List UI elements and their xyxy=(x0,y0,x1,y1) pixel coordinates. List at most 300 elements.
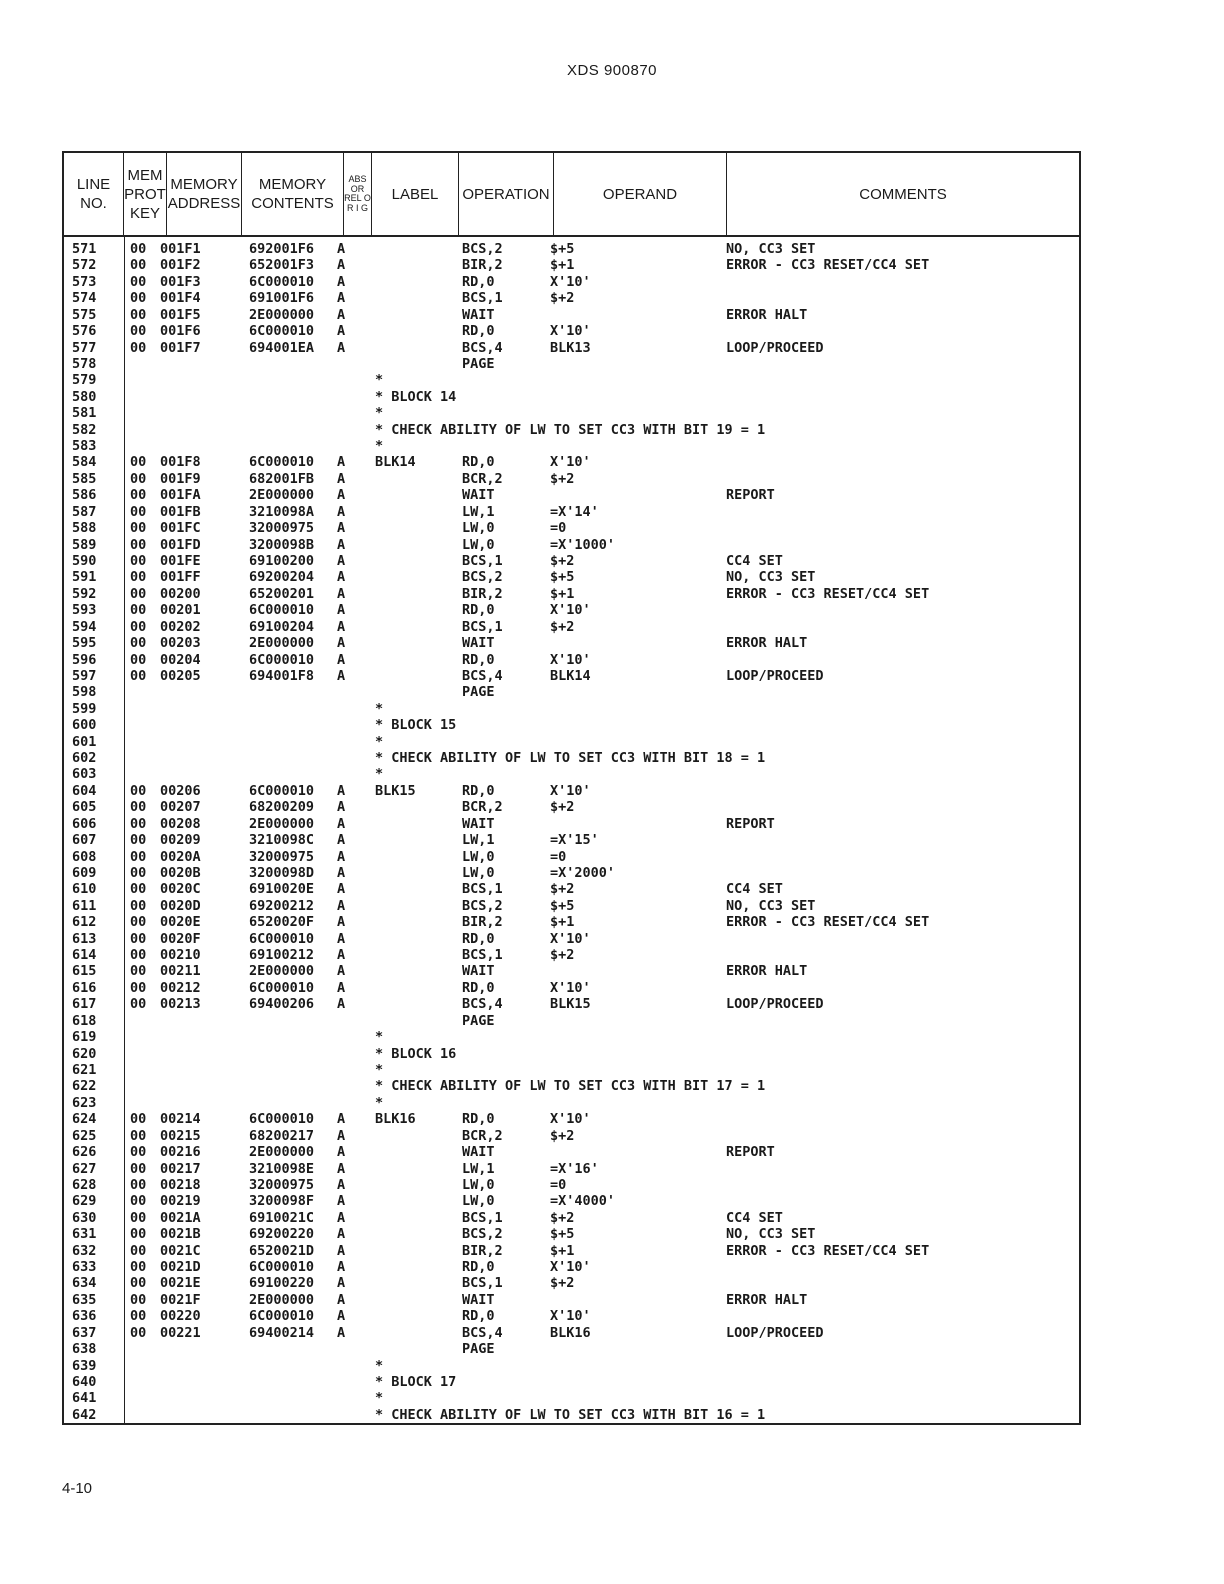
operand: X'10' xyxy=(550,1308,591,1325)
memory-address: 001FE xyxy=(160,552,201,569)
memory-contents: 65200201 xyxy=(249,585,315,602)
mem-prot-key: 00 xyxy=(130,552,147,569)
memory-contents: 2E000000 xyxy=(249,635,315,652)
mem-prot-key: 00 xyxy=(130,1275,147,1292)
mem-prot-key: 00 xyxy=(130,503,147,520)
memory-contents: 69100220 xyxy=(249,1275,315,1292)
comment: NO, CC3 SET xyxy=(726,569,816,586)
reloc-flag: A xyxy=(337,1291,346,1308)
reloc-flag: A xyxy=(337,897,346,914)
memory-address: 00212 xyxy=(160,979,201,996)
memory-contents: 6520020F xyxy=(249,914,315,931)
memory-address: 0020E xyxy=(160,914,201,931)
operation: PAGE xyxy=(462,355,495,372)
memory-address: 0021E xyxy=(160,1275,201,1292)
table-row xyxy=(64,668,1083,684)
operation: BIR,2 xyxy=(462,257,503,274)
operation: BCR,2 xyxy=(462,1127,503,1144)
memory-address: 00215 xyxy=(160,1127,201,1144)
table-row xyxy=(64,520,1083,536)
operation: WAIT xyxy=(462,487,495,504)
memory-address: 001F3 xyxy=(160,273,201,290)
table-row xyxy=(64,635,1083,651)
operation: RD,0 xyxy=(462,1111,495,1128)
reloc-flag: A xyxy=(337,815,346,832)
line-no: 585 xyxy=(72,470,97,487)
operation: RD,0 xyxy=(462,979,495,996)
memory-address: 00209 xyxy=(160,832,201,849)
operand: =0 xyxy=(550,848,567,865)
reloc-flag: A xyxy=(337,864,346,881)
operation: BCS,4 xyxy=(462,339,503,356)
operation: PAGE xyxy=(462,1341,495,1358)
operand: $+2 xyxy=(550,881,575,898)
memory-address: 0020B xyxy=(160,864,201,881)
line-no: 595 xyxy=(72,635,97,652)
comment-line: * xyxy=(375,1029,384,1046)
operation: LW,1 xyxy=(462,503,495,520)
operand: $+5 xyxy=(550,897,575,914)
operation: BCS,1 xyxy=(462,290,503,307)
memory-address: 00207 xyxy=(160,799,201,816)
operand: X'10' xyxy=(550,651,591,668)
operand: $+2 xyxy=(550,552,575,569)
label: BLK15 xyxy=(375,782,416,799)
memory-address: 00216 xyxy=(160,1144,201,1161)
table-row xyxy=(64,569,1083,585)
comment-line: * xyxy=(375,438,384,455)
comment: REPORT xyxy=(726,487,775,504)
operation: LW,0 xyxy=(462,1193,495,1210)
mem-prot-key: 00 xyxy=(130,339,147,356)
operation: LW,0 xyxy=(462,1176,495,1193)
operation: LW,0 xyxy=(462,536,495,553)
reloc-flag: A xyxy=(337,1176,346,1193)
memory-contents: 694001F8 xyxy=(249,667,315,684)
memory-contents: 68200217 xyxy=(249,1127,315,1144)
mem-prot-key: 00 xyxy=(130,881,147,898)
line-no: 638 xyxy=(72,1341,97,1358)
table-row xyxy=(64,586,1083,602)
table-row xyxy=(64,1226,1083,1242)
comment: CC4 SET xyxy=(726,881,783,898)
line-no: 612 xyxy=(72,914,97,931)
operand: BLK13 xyxy=(550,339,591,356)
table-row xyxy=(64,701,1083,717)
table-row xyxy=(64,307,1083,323)
operation: BCS,1 xyxy=(462,1209,503,1226)
reloc-flag: A xyxy=(337,848,346,865)
line-no: 609 xyxy=(72,864,97,881)
table-row xyxy=(64,1341,1083,1357)
table-row xyxy=(64,734,1083,750)
memory-contents: 694001EA xyxy=(249,339,315,356)
operation: WAIT xyxy=(462,1291,495,1308)
comment: ERROR - CC3 RESET/CC4 SET xyxy=(726,914,930,931)
col-header-line-no: LINE NO. xyxy=(64,153,124,237)
memory-address: 00219 xyxy=(160,1193,201,1210)
reloc-flag: A xyxy=(337,306,346,323)
comment: LOOP/PROCEED xyxy=(726,339,824,356)
comment-line: * CHECK ABILITY OF LW TO SET CC3 WITH BIT 17 = 1 xyxy=(375,1078,766,1095)
reloc-flag: A xyxy=(337,323,346,340)
mem-prot-key: 00 xyxy=(130,1111,147,1128)
memory-contents: 6C000010 xyxy=(249,1259,315,1276)
mem-prot-key: 00 xyxy=(130,454,147,471)
table-row xyxy=(64,1013,1083,1029)
table-row xyxy=(64,602,1083,618)
reloc-flag: A xyxy=(337,536,346,553)
operand: X'10' xyxy=(550,930,591,947)
memory-contents: 6520021D xyxy=(249,1242,315,1259)
operand: $+1 xyxy=(550,585,575,602)
operation: BCS,4 xyxy=(462,996,503,1013)
reloc-flag: A xyxy=(337,914,346,931)
line-no: 606 xyxy=(72,815,97,832)
reloc-flag: A xyxy=(337,1127,346,1144)
mem-prot-key: 00 xyxy=(130,585,147,602)
memory-address: 001F8 xyxy=(160,454,201,471)
line-no: 573 xyxy=(72,273,97,290)
col-header-label: LABEL xyxy=(372,153,459,237)
col-header-memory-contents: MEMORY CONTENTS xyxy=(242,153,344,237)
memory-address: 0021B xyxy=(160,1226,201,1243)
line-no: 629 xyxy=(72,1193,97,1210)
line-no: 580 xyxy=(72,388,97,405)
line-no: 633 xyxy=(72,1259,97,1276)
table-row xyxy=(64,1177,1083,1193)
operation: RD,0 xyxy=(462,323,495,340)
mem-prot-key: 00 xyxy=(130,1259,147,1276)
table-row xyxy=(64,1358,1083,1374)
table-row xyxy=(64,471,1083,487)
mem-prot-key: 00 xyxy=(130,996,147,1013)
memory-address: 001F6 xyxy=(160,323,201,340)
line-no: 593 xyxy=(72,602,97,619)
operation: BCS,2 xyxy=(462,897,503,914)
line-no: 636 xyxy=(72,1308,97,1325)
reloc-flag: A xyxy=(337,602,346,619)
mem-prot-key: 00 xyxy=(130,487,147,504)
operation: BCR,2 xyxy=(462,470,503,487)
memory-address: 0020C xyxy=(160,881,201,898)
memory-address: 0020F xyxy=(160,930,201,947)
operation: LW,1 xyxy=(462,1160,495,1177)
memory-contents: 6C000010 xyxy=(249,1111,315,1128)
table-row xyxy=(64,1161,1083,1177)
comment-line: * CHECK ABILITY OF LW TO SET CC3 WITH BIT 18 = 1 xyxy=(375,750,766,767)
reloc-flag: A xyxy=(337,1259,346,1276)
operation: RD,0 xyxy=(462,1259,495,1276)
operation: BCS,4 xyxy=(462,1324,503,1341)
memory-address: 00214 xyxy=(160,1111,201,1128)
memory-address: 00203 xyxy=(160,635,201,652)
comment: LOOP/PROCEED xyxy=(726,667,824,684)
memory-address: 001FC xyxy=(160,520,201,537)
reloc-flag: A xyxy=(337,1144,346,1161)
mem-prot-key: 00 xyxy=(130,1127,147,1144)
line-no: 618 xyxy=(72,1012,97,1029)
table-row xyxy=(64,996,1083,1012)
operation: BCR,2 xyxy=(462,799,503,816)
table-row xyxy=(64,619,1083,635)
reloc-flag: A xyxy=(337,1160,346,1177)
table-row xyxy=(64,340,1083,356)
operand: BLK16 xyxy=(550,1324,591,1341)
memory-address: 0020D xyxy=(160,897,201,914)
operand: $+1 xyxy=(550,914,575,931)
line-no: 615 xyxy=(72,963,97,980)
operation: BCS,1 xyxy=(462,618,503,635)
memory-contents: 2E000000 xyxy=(249,1291,315,1308)
table-row xyxy=(64,766,1083,782)
memory-contents: 69400214 xyxy=(249,1324,315,1341)
reloc-flag: A xyxy=(337,1308,346,1325)
mem-prot-key: 00 xyxy=(130,569,147,586)
comment: NO, CC3 SET xyxy=(726,241,816,257)
reloc-flag: A xyxy=(337,1226,346,1243)
line-no: 624 xyxy=(72,1111,97,1128)
table-row xyxy=(64,241,1083,257)
table-row xyxy=(64,405,1083,421)
line-no: 630 xyxy=(72,1209,97,1226)
operand: $+2 xyxy=(550,1209,575,1226)
operand: =X'1000' xyxy=(550,536,616,553)
memory-address: 001F1 xyxy=(160,241,201,257)
memory-contents: 3210098C xyxy=(249,832,315,849)
reloc-flag: A xyxy=(337,1275,346,1292)
operand: X'10' xyxy=(550,1111,591,1128)
operand: $+2 xyxy=(550,470,575,487)
mem-prot-key: 00 xyxy=(130,536,147,553)
mem-prot-key: 00 xyxy=(130,1160,147,1177)
line-no: 631 xyxy=(72,1226,97,1243)
operand: =0 xyxy=(550,1176,567,1193)
col-header-operand: OPERAND xyxy=(554,153,727,237)
mem-prot-key: 00 xyxy=(130,1193,147,1210)
memory-address: 001F2 xyxy=(160,257,201,274)
line-no: 603 xyxy=(72,766,97,783)
table-row xyxy=(64,1193,1083,1209)
line-no: 625 xyxy=(72,1127,97,1144)
comment: ERROR HALT xyxy=(726,635,808,652)
reloc-flag: A xyxy=(337,996,346,1013)
line-no: 599 xyxy=(72,700,97,717)
line-no: 588 xyxy=(72,520,97,537)
mem-prot-key: 00 xyxy=(130,815,147,832)
operation: BIR,2 xyxy=(462,914,503,931)
line-no: 600 xyxy=(72,717,97,734)
operation: PAGE xyxy=(462,1012,495,1029)
reloc-flag: A xyxy=(337,585,346,602)
table-row xyxy=(64,1111,1083,1127)
operand: $+1 xyxy=(550,1242,575,1259)
col-header-operation: OPERATION xyxy=(459,153,554,237)
memory-address: 001FF xyxy=(160,569,201,586)
comment-line: * xyxy=(375,1390,384,1407)
mem-prot-key: 00 xyxy=(130,897,147,914)
line-no: 635 xyxy=(72,1291,97,1308)
memory-contents: 3200098B xyxy=(249,536,315,553)
table-row xyxy=(64,1046,1083,1062)
col-header-abs-rel-orig: ABS OR REL O R I G xyxy=(344,153,372,237)
reloc-flag: A xyxy=(337,520,346,537)
memory-address: 001FD xyxy=(160,536,201,553)
reloc-flag: A xyxy=(337,618,346,635)
comment-line: * xyxy=(375,733,384,750)
page-number: 4-10 xyxy=(62,1480,93,1497)
operand: BLK15 xyxy=(550,996,591,1013)
col-header-mem-prot-key: MEM PROT KEY xyxy=(124,153,167,237)
mem-prot-key: 00 xyxy=(130,1209,147,1226)
comment: NO, CC3 SET xyxy=(726,1226,816,1243)
line-no: 642 xyxy=(72,1406,97,1423)
table-row xyxy=(64,323,1083,339)
reloc-flag: A xyxy=(337,651,346,668)
reloc-flag: A xyxy=(337,470,346,487)
mem-prot-key: 00 xyxy=(130,832,147,849)
reloc-flag: A xyxy=(337,273,346,290)
operation: WAIT xyxy=(462,815,495,832)
line-no: 637 xyxy=(72,1324,97,1341)
operation: BIR,2 xyxy=(462,1242,503,1259)
mem-prot-key: 00 xyxy=(130,602,147,619)
reloc-flag: A xyxy=(337,569,346,586)
reloc-flag: A xyxy=(337,1111,346,1128)
memory-contents: 69200220 xyxy=(249,1226,315,1243)
mem-prot-key: 00 xyxy=(130,273,147,290)
operand: =0 xyxy=(550,520,567,537)
operation: WAIT xyxy=(462,963,495,980)
memory-contents: 6C000010 xyxy=(249,782,315,799)
comment-line: * BLOCK 15 xyxy=(375,717,457,734)
memory-contents: 32000975 xyxy=(249,1176,315,1193)
memory-contents: 652001F3 xyxy=(249,257,315,274)
table-row xyxy=(64,816,1083,832)
comment: ERROR HALT xyxy=(726,963,808,980)
reloc-flag: A xyxy=(337,454,346,471)
memory-contents: 6C000010 xyxy=(249,1308,315,1325)
comment-line: * xyxy=(375,405,384,422)
memory-address: 00217 xyxy=(160,1160,201,1177)
col-header-memory-address: MEMORY ADDRESS xyxy=(167,153,242,237)
line-no: 621 xyxy=(72,1062,97,1078)
reloc-flag: A xyxy=(337,799,346,816)
comment: ERROR - CC3 RESET/CC4 SET xyxy=(726,585,930,602)
line-no: 610 xyxy=(72,881,97,898)
memory-contents: 2E000000 xyxy=(249,815,315,832)
mem-prot-key: 00 xyxy=(130,667,147,684)
memory-contents: 68200209 xyxy=(249,799,315,816)
line-no: 591 xyxy=(72,569,97,586)
mem-prot-key: 00 xyxy=(130,1144,147,1161)
memory-address: 001F9 xyxy=(160,470,201,487)
operand: $+2 xyxy=(550,1127,575,1144)
operation: WAIT xyxy=(462,306,495,323)
table-row xyxy=(64,290,1083,306)
table-row xyxy=(64,931,1083,947)
comment-line: * CHECK ABILITY OF LW TO SET CC3 WITH BIT 16 = 1 xyxy=(375,1406,766,1423)
memory-address: 001F5 xyxy=(160,306,201,323)
mem-prot-key: 00 xyxy=(130,635,147,652)
memory-contents: 69100204 xyxy=(249,618,315,635)
memory-contents: 2E000000 xyxy=(249,487,315,504)
table-row xyxy=(64,865,1083,881)
table-row xyxy=(64,914,1083,930)
line-no: 620 xyxy=(72,1045,97,1062)
operand: $+5 xyxy=(550,1226,575,1243)
memory-address: 00202 xyxy=(160,618,201,635)
operation: WAIT xyxy=(462,1144,495,1161)
comment: REPORT xyxy=(726,815,775,832)
reloc-flag: A xyxy=(337,1242,346,1259)
memory-contents: 69200212 xyxy=(249,897,315,914)
table-row xyxy=(64,372,1083,388)
operand: $+1 xyxy=(550,257,575,274)
mem-prot-key: 00 xyxy=(130,1242,147,1259)
memory-contents: 692001F6 xyxy=(249,241,315,257)
table-row xyxy=(64,537,1083,553)
memory-address: 00220 xyxy=(160,1308,201,1325)
line-no: 594 xyxy=(72,618,97,635)
table-row xyxy=(64,980,1083,996)
operation: BCS,1 xyxy=(462,881,503,898)
mem-prot-key: 00 xyxy=(130,470,147,487)
mem-prot-key: 00 xyxy=(130,979,147,996)
table-row xyxy=(64,1407,1083,1423)
operation: RD,0 xyxy=(462,1308,495,1325)
table-row xyxy=(64,799,1083,815)
memory-contents: 69100212 xyxy=(249,947,315,964)
line-no: 611 xyxy=(72,897,97,914)
table-row xyxy=(64,1078,1083,1094)
comment: ERROR - CC3 RESET/CC4 SET xyxy=(726,1242,930,1259)
line-no: 632 xyxy=(72,1242,97,1259)
mem-prot-key: 00 xyxy=(130,241,147,257)
comment-line: * xyxy=(375,1357,384,1374)
operation: BCS,2 xyxy=(462,569,503,586)
table-row xyxy=(64,1275,1083,1291)
operand: X'10' xyxy=(550,602,591,619)
comment: CC4 SET xyxy=(726,1209,783,1226)
reloc-flag: A xyxy=(337,1193,346,1210)
operation: RD,0 xyxy=(462,454,495,471)
memory-address: 00201 xyxy=(160,602,201,619)
table-row xyxy=(64,1144,1083,1160)
memory-contents: 2E000000 xyxy=(249,306,315,323)
comment-line: * BLOCK 17 xyxy=(375,1373,457,1390)
line-no: 596 xyxy=(72,651,97,668)
line-no: 641 xyxy=(72,1390,97,1407)
operation: RD,0 xyxy=(462,651,495,668)
operand: $+5 xyxy=(550,241,575,257)
memory-contents: 6C000010 xyxy=(249,930,315,947)
table-row xyxy=(64,1062,1083,1078)
memory-contents: 3210098A xyxy=(249,503,315,520)
mem-prot-key: 00 xyxy=(130,930,147,947)
operand: =X'15' xyxy=(550,832,599,849)
line-no: 592 xyxy=(72,585,97,602)
table-row xyxy=(64,881,1083,897)
table-row xyxy=(64,274,1083,290)
mem-prot-key: 00 xyxy=(130,1308,147,1325)
memory-contents: 691001F6 xyxy=(249,290,315,307)
reloc-flag: A xyxy=(337,930,346,947)
line-no: 576 xyxy=(72,323,97,340)
line-no: 613 xyxy=(72,930,97,947)
memory-address: 00200 xyxy=(160,585,201,602)
memory-contents: 6910021C xyxy=(249,1209,315,1226)
